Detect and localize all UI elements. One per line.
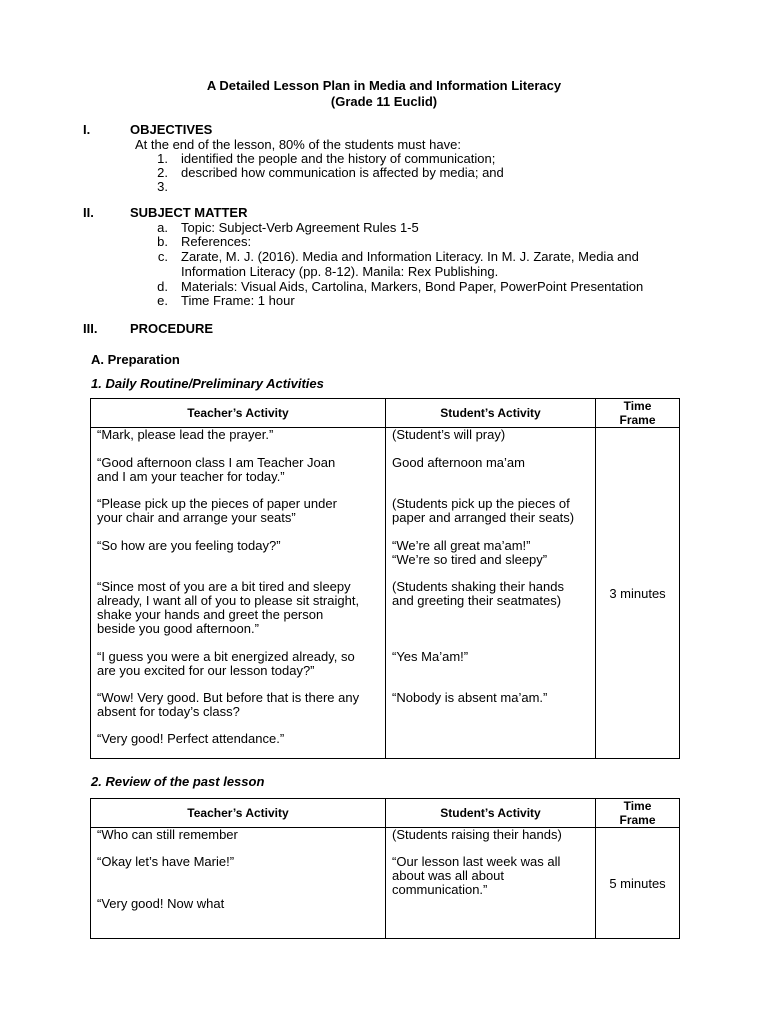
teacher-line: “Since most of you are a bit tired and sleepy <box>97 579 351 594</box>
teacher-line: and I am your teacher for today.” <box>97 469 285 484</box>
student-line: “Our lesson last week was all <box>392 854 561 869</box>
teacher-activity-header: Teacher’s Activity <box>91 399 386 428</box>
time-frame-header: Time Frame <box>596 399 680 428</box>
teacher-line: your chair and arrange your seats” <box>97 510 296 525</box>
objective-item: described how communication is affected by media; and <box>181 165 504 180</box>
teacher-line: “Very good! Now what <box>97 896 225 911</box>
student-line: Good afternoon ma’am <box>392 455 525 470</box>
teacher-line: “Please pick up the pieces of paper under <box>97 496 337 511</box>
subject-item: References: <box>181 234 252 249</box>
time-frame-cell: 5 minutes <box>596 828 680 939</box>
list-marker: 1. <box>157 151 168 166</box>
teacher-line: “Good afternoon class I am Teacher Joan <box>97 455 336 470</box>
review-heading: 2. Review of the past lesson <box>91 774 265 789</box>
student-activity-header: Student’s Activity <box>386 399 596 428</box>
student-line: “We’re all great ma’am!” <box>392 538 531 553</box>
list-marker: d. <box>157 279 168 294</box>
subject-item: Zarate, M. J. (2016). Media and Information Literacy. In M. J. Zarate, Media and <box>181 249 639 264</box>
teacher-line: “Wow! Very good. But before that is there any <box>97 690 360 705</box>
teacher-line: already, I want all of you to please sit straight, <box>97 593 360 608</box>
review-table <box>90 798 680 939</box>
teacher-activity-header: Teacher’s Activity <box>91 799 386 828</box>
list-marker: 3. <box>157 179 168 194</box>
teacher-activity-cell <box>91 428 386 759</box>
teacher-line: “Who can still remember <box>97 827 238 842</box>
teacher-line: “So how are you feeling today?” <box>97 538 281 553</box>
student-activity-cell <box>386 828 596 939</box>
subject-item: Topic: Subject-Verb Agreement Rules 1-5 <box>181 220 419 235</box>
list-marker: b. <box>157 234 168 249</box>
time-frame-header: Time Frame <box>596 799 680 828</box>
student-line: communication.” <box>392 882 488 897</box>
subject-item: Materials: Visual Aids, Cartolina, Markers, Bond Paper, PowerPoint Presentation <box>181 279 644 294</box>
student-line: (Students raising their hands) <box>392 827 562 842</box>
student-line: about was all about <box>392 868 505 883</box>
routine-heading: 1. Daily Routine/Preliminary Activities <box>91 376 324 391</box>
section-numeral: II. <box>83 205 94 220</box>
routine-table <box>90 398 680 759</box>
student-line: “Yes Ma’am!” <box>392 649 469 664</box>
table-row <box>91 828 680 939</box>
teacher-line: shake your hands and greet the person <box>97 607 324 622</box>
list-marker: c. <box>157 249 168 264</box>
student-line: (Student’s will pray) <box>392 427 506 442</box>
teacher-line: are you excited for our lesson today?” <box>97 663 315 678</box>
section-numeral: III. <box>83 321 98 336</box>
teacher-line: beside you good afternoon.” <box>97 621 259 636</box>
student-line: (Students shaking their hands <box>392 579 564 594</box>
table-row <box>91 428 680 759</box>
student-activity-cell <box>386 428 596 759</box>
document-subtitle: (Grade 11 Euclid) <box>330 94 438 109</box>
document-title: A Detailed Lesson Plan in Media and Information Literacy <box>206 78 562 93</box>
subject-item: Time Frame: 1 hour <box>181 293 295 308</box>
teacher-line: “Very good! Perfect attendance.” <box>97 731 285 746</box>
section-title-objectives: OBJECTIVES <box>130 122 213 137</box>
teacher-activity-cell <box>91 828 386 939</box>
table-header-row <box>91 799 680 828</box>
section-title-subject-matter: SUBJECT MATTER <box>130 205 248 220</box>
student-line: “Nobody is absent ma’am.” <box>392 690 548 705</box>
preparation-heading: A. Preparation <box>91 352 180 367</box>
student-line: (Students pick up the pieces of <box>392 496 570 511</box>
teacher-line: “Okay let’s have Marie!” <box>97 854 235 869</box>
teacher-line: “I guess you were a bit energized already, so <box>97 649 355 664</box>
list-marker: e. <box>157 293 168 308</box>
student-line: “We’re so tired and sleepy” <box>392 552 548 567</box>
table-header-row <box>91 399 680 428</box>
objectives-intro: At the end of the lesson, 80% of the students must have: <box>135 137 461 152</box>
time-frame-cell: 3 minutes <box>596 428 680 759</box>
student-activity-header: Student’s Activity <box>386 799 596 828</box>
student-line: paper and arranged their seats) <box>392 510 575 525</box>
subject-item-continued: Information Literacy (pp. 8-12). Manila: Rex Publishing. <box>181 264 499 279</box>
student-line: and greeting their seatmates) <box>392 593 562 608</box>
teacher-line: “Mark, please lead the prayer.” <box>97 427 274 442</box>
objective-item: identified the people and the history of communication; <box>181 151 496 166</box>
section-numeral: I. <box>83 122 91 137</box>
teacher-line: absent for today’s class? <box>97 704 240 719</box>
list-marker: 2. <box>157 165 168 180</box>
section-title-procedure: PROCEDURE <box>130 321 214 336</box>
list-marker: a. <box>157 220 168 235</box>
